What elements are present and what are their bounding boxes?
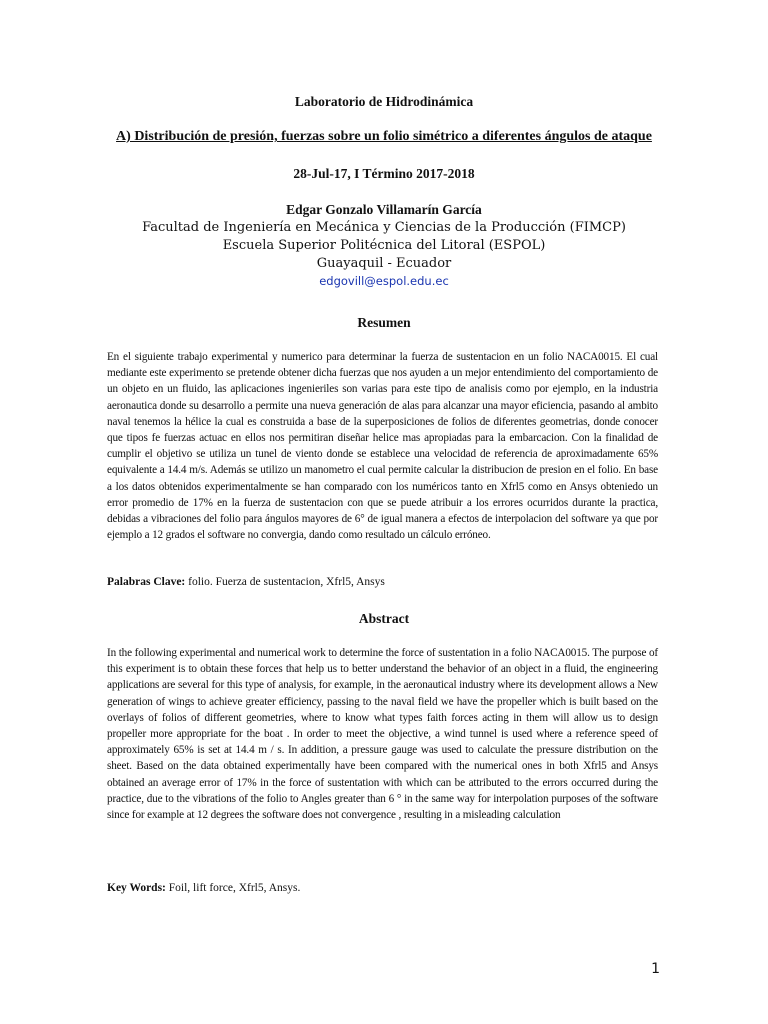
- affiliation-faculty: Facultad de Ingeniería en Mecánica y Ciencias de la Producción (FIMCP): [142, 220, 626, 235]
- lab-title: Laboratorio de Hidrodinámica: [294, 94, 474, 109]
- abstract-heading: Abstract: [358, 611, 410, 626]
- date-line: 28-Jul-17, I Término 2017-2018: [293, 166, 475, 181]
- page-number: 1: [651, 961, 660, 977]
- palabras-clave-text: folio. Fuerza de sustentacion, Xfrl5, Ansys: [185, 576, 385, 588]
- key-words-text: Foil, lift force, Xfrl5, Ansys.: [165, 882, 301, 894]
- palabras-clave-label: Palabras Clave:: [107, 576, 186, 588]
- author-name: Edgar Gonzalo Villamarín García: [286, 202, 482, 217]
- section-title: A) Distribución de presión, fuerzas sobre un folio simétrico a diferentes ángulos de ataque: [116, 129, 652, 144]
- affiliation-school: Escuela Superior Politécnica del Litoral (ESPOL): [222, 238, 546, 253]
- key-words-label: Key Words:: [107, 882, 166, 894]
- resumen-paragraph: En el siguiente trabajo experimental y numerico para determinar la fuerza de sustentacion en un folio NACA0015. El cual mediante este experimento se pretende obtener dicha fuerzas que nos ayuden a un mejor entendimiento del comportamiento de un objeto en un fluido, las aplicaciones ingenieriles son varias para este tipo de analisis como por ejemplo, en la industria aeronautica donde su desarrollo a permite una nueva generación de alas para alcanzar una mayor eficiencia, pasando al ambito naval tenemos la hélice la cual es construida a base de la superposiciones de folios de diferentes geometrias, donde conocer que tipos fe fuerzas actuac en ellos nos permitiran diseñar helice mas apropiadas para la embarcacion. Con la finalidad de cumplir el objetivo se utiliza un tunel de viento donde se establece una velocidad de referencia de aproximadamente 65% equivalente a 14.4 m/s. Además se utilizo un manometro el cual permite calcular la distribucion de presion en el folio. En base a los datos obtenidos experimentalmente se han comparado con los numéricos tanto en Xfrl5 como en Ansys obteniedo un error promedio de 17% en la fuerza de sustentacion con que se puede atribuir a los errores ocurridos durante la practica, debidas a vibraciones del folio para ángulos mayores de 6° de igual manera a efectos de interpolacion del software ya que por ejemplo a 12 grados el software no convergia, dando como resultado un cálculo erróneo.: [107, 351, 658, 542]
- abstract-paragraph: In the following experimental and numerical work to determine the force of sustentation in a folio NACA0015. The purpose of this experiment is to obtain these forces that help us to better understand the behavior of an object in a fluid, the engineering applications are several for this type of analysis, for example, in the aeronautical industry where its development allows a New generation of wings to achieve greater efficiency, passing to the naval field we have the propeller which is built based on the overlays of folios of different geometries, where to know what types faith forces acting in them will allow us to design propeller more appropriate for the boat . In order to meet the objective, a wind tunnel is used where a reference speed of approximately 65% is set at 14.4 m / s. In addition, a pressure gauge was used to calculate the pressure distribution on the sheet. Based on the data obtained experimentally have been compared with the numerical ones in both Xfrl5 and Ansys obtained an average error of 17% in the force of sustentation with which can be attributed to the errors occurred during the practice, due to the vibrations of the folio to Angles greater than 6 ° in the same way for interpolation purposes of the software since for example at 12 degrees the software does not convergence , resulting in a misleading calculation: [107, 647, 658, 822]
- palabras-clave: [107, 574, 658, 590]
- resumen-heading: Resumen: [357, 315, 411, 330]
- key-words: [107, 880, 658, 896]
- affiliation-location: Guayaquil - Ecuador: [316, 256, 452, 271]
- email-link[interactable]: edgovill@espol.edu.ec: [319, 274, 449, 288]
